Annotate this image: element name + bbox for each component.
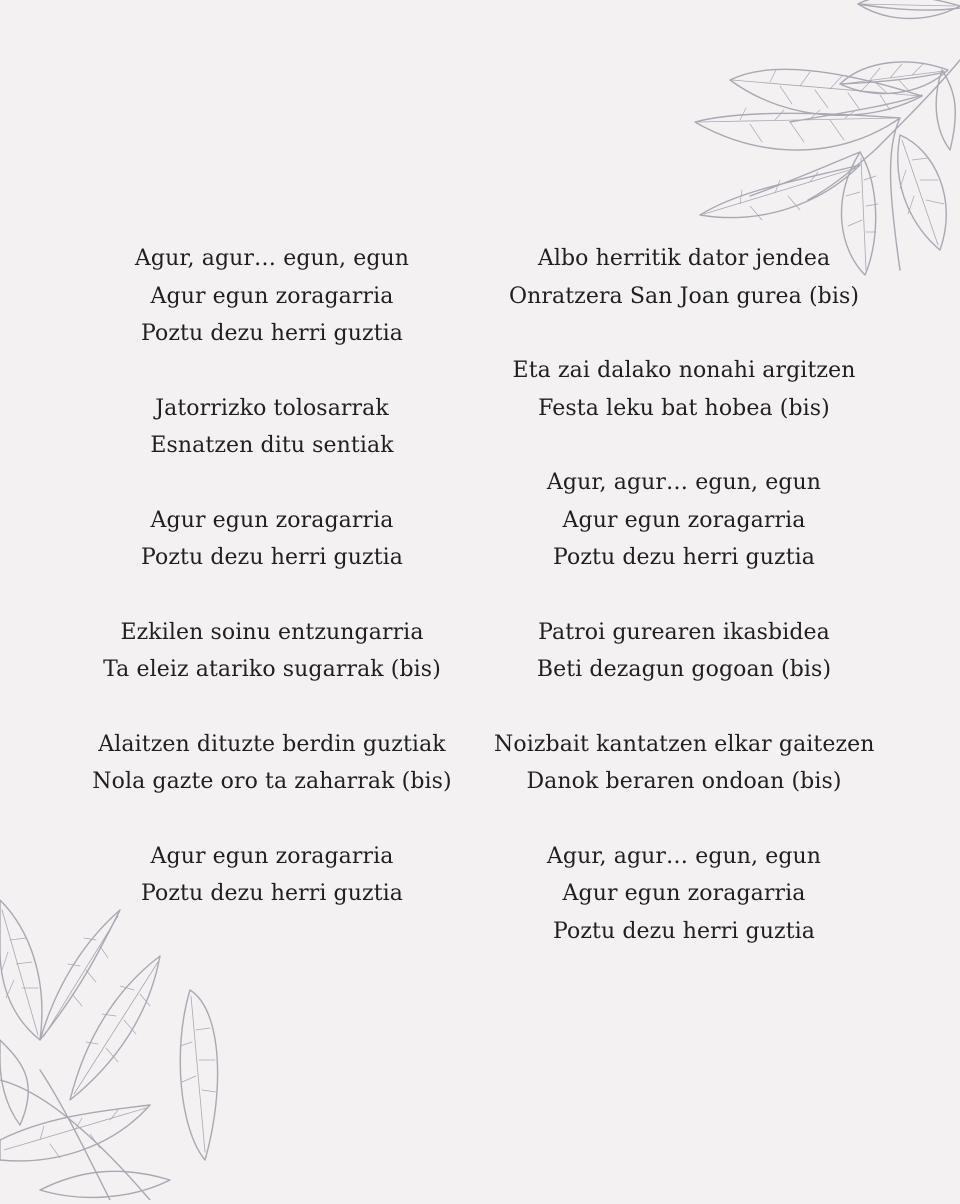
stanza	[494, 726, 874, 801]
lyric-line: Onratzera San Joan gurea (bis)	[508, 283, 860, 309]
lyric-line: Agur egun zoragarria	[150, 507, 394, 533]
lyric-line: Poztu dezu herri guztia	[553, 918, 815, 944]
lyric-line: Agur, agur… egun, egun	[546, 470, 822, 495]
lyric-line: Nola gazte oro ta zaharrak (bis)	[92, 769, 452, 794]
stanza	[494, 240, 874, 315]
stanza	[82, 502, 462, 577]
lyric-line: Ezkilen soinu entzungarria	[120, 619, 424, 645]
stanza	[494, 464, 874, 577]
stanza	[494, 614, 874, 689]
lyric-line: Beti dezagun gogoan (bis)	[536, 657, 832, 682]
stanza	[494, 352, 874, 427]
lyric-line: Noizbait kantatzen elkar gaitezen	[494, 731, 875, 757]
lyric-line: Alaitzen dituzte berdin guztiak	[98, 731, 446, 757]
lyric-line: Jatorrizko tolosarrak	[155, 395, 389, 421]
stanza	[494, 838, 874, 951]
lyric-line: Festa leku bat hobea (bis)	[538, 395, 830, 421]
lyric-line: Agur egun zoragarria	[562, 881, 806, 906]
lyric-line: Poztu dezu herri guztia	[141, 545, 403, 570]
lyric-line: Agur, agur… egun, egun	[546, 843, 822, 869]
lyric-line: Danok beraren ondoan (bis)	[526, 769, 842, 794]
stanza	[82, 240, 462, 353]
lyric-line: Agur egun zoragarria	[562, 507, 806, 533]
stanza	[82, 390, 462, 465]
stanza	[82, 614, 462, 689]
lyric-line: Eta zai dalako nonahi argitzen	[512, 358, 856, 383]
lyric-line: Albo herritik dator jendea	[537, 246, 831, 271]
lyric-line: Agur egun zoragarria	[150, 283, 394, 309]
stanza	[82, 838, 462, 913]
lyric-line: Agur egun zoragarria	[150, 843, 394, 869]
stanza	[82, 726, 462, 801]
lyrics-right-column	[494, 240, 874, 987]
lyric-line: Esnatzen ditu sentiak	[150, 433, 394, 458]
lyric-line: Poztu dezu herri guztia	[141, 321, 403, 346]
lyric-line: Patroi gurearen ikasbidea	[538, 619, 830, 645]
lyric-line: Ta eleiz atariko sugarrak (bis)	[103, 657, 441, 682]
lyrics-left-column	[82, 240, 462, 950]
lyric-line: Agur, agur… egun, egun	[134, 246, 410, 271]
lyric-line: Poztu dezu herri guztia	[141, 881, 403, 906]
lyric-line: Poztu dezu herri guztia	[553, 545, 815, 570]
